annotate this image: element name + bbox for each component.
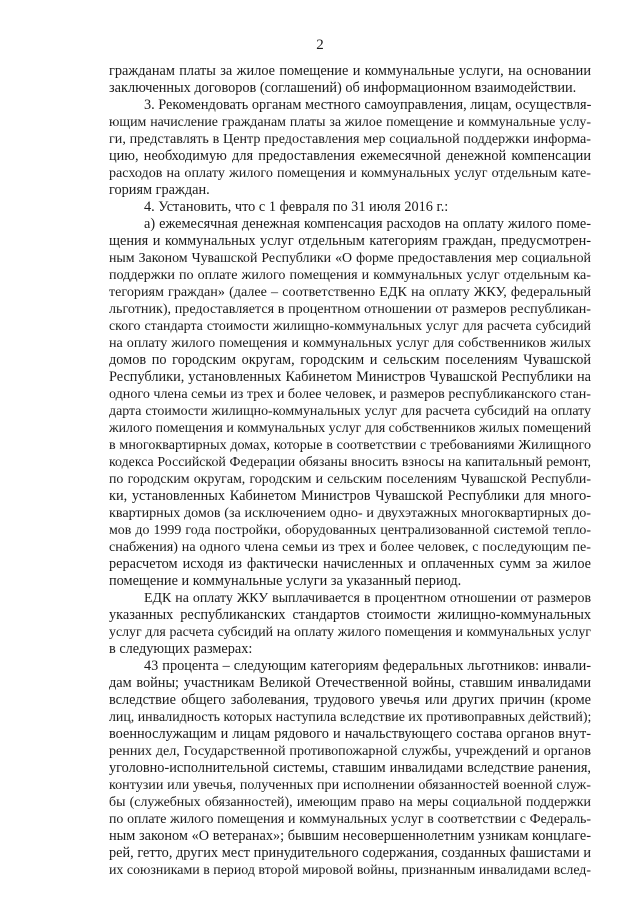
- text-line: контузии или увечья, полученных при исполнении обязанностей военной служ-: [109, 777, 591, 793]
- text-line: ЕДК на оплату ЖКУ выплачивается в процентном отношении от размеров: [144, 591, 591, 606]
- text-line: заключенных договоров (соглашений) об информационном взаимодействии.: [109, 80, 577, 96]
- text-line: ным законом «О ветеранах»; бывшим несовершеннолетним узникам концлаге-: [109, 828, 591, 844]
- text-line: на оплату жилого помещения и коммунальных услуг для собственников жилых: [109, 335, 591, 351]
- text-line: ющим начисление гражданам платы за жилое помещение и коммунальные услу-: [109, 115, 591, 130]
- text-line: военнослужащим и лицам рядового и начальствующего состава органов внут-: [109, 726, 591, 742]
- text-line: бы (служебных обязанностей), имеющим право на меры социальной поддержки: [109, 795, 591, 810]
- text-line: указанных республиканских стандартов стоимости жилищно-коммунальных: [109, 607, 591, 623]
- text-line: жилого помещения и коммунальных услуг для собственников жилых помещений: [109, 421, 591, 436]
- text-line: поддержки по оплате жилого помещения и коммунальных услуг отдельным ка-: [109, 267, 591, 283]
- text-line: услуг для расчета субсидий на оплату жилого помещения и коммунальных услуг: [109, 625, 591, 640]
- text-line: 3. Рекомендовать органам местного самоуправления, лицам, осуществля-: [144, 97, 591, 113]
- text-line: в многоквартирных домах, которые в соответствии с требованиями Жилищного: [109, 437, 591, 453]
- text-line: ным Законом Чувашской Республики «О форме предоставления мер социальной: [109, 251, 591, 266]
- text-line: Республики, установленных Кабинетом Министров Чувашской Республики на: [109, 369, 591, 385]
- text-line: расходов на оплату жилого помещения и коммунальных услуг отдельным кате-: [109, 165, 591, 181]
- text-line: в следующих размерах:: [109, 641, 253, 657]
- text-line: дарта стоимости жилищно-коммунальных услуг для расчета субсидий на оплату: [109, 404, 591, 419]
- text-line: рей, гетто, других мест принудительного содержания, созданных фашистами и: [109, 845, 591, 861]
- text-line: дам войны; участникам Великой Отечественной войны, ставшим инвалидами: [109, 675, 591, 691]
- text-line: цию, необходимую для предоставления ежемесячной денежной компенсации: [109, 148, 591, 164]
- text-line: рерасчетом исходя из фактически начисленных и оплаченных сумм за жилое: [109, 556, 591, 572]
- text-line: одного члена семьи из трех и более человек, и размеров республиканского стан-: [109, 386, 591, 402]
- document-body: [109, 63, 591, 879]
- text-line: ского стандарта стоимости жилищно-коммунальных услуг для расчета субсидий: [109, 319, 591, 334]
- text-line: тегориям граждан» (далее – соответственно ЕДК на оплату ЖКУ, федеральный: [109, 284, 591, 300]
- text-line: по городским округам, городским и сельским поселениям Чувашской Республи-: [109, 472, 591, 487]
- text-line: 43 процента – следующим категориям федеральных льготников: инвали-: [144, 658, 591, 674]
- text-line: лиц, инвалидность которых наступила вследствие их противоправных действий);: [109, 710, 591, 725]
- text-line: уголовно-исполнительной системы, ставшим инвалидами вследствие ранения,: [109, 760, 591, 776]
- text-line: ренних дел, Государственной противопожарной службы, учреждений и органов: [109, 743, 591, 759]
- text-line: по оплате жилого помещения и коммунальных услуг в соответствии с Федераль-: [109, 812, 591, 827]
- page-number: 2: [316, 37, 324, 53]
- text-line: домов по городским округам, городским и сельским поселениям Чувашской: [109, 352, 591, 368]
- text-line: 4. Установить, что с 1 февраля по 31 июля 2016 г.:: [144, 199, 449, 215]
- text-line: мов до 1999 года постройки, оборудованных централизованной системой тепло-: [109, 523, 591, 538]
- text-line: гражданам платы за жилое помещение и коммунальные услуги, на основании: [109, 63, 591, 79]
- text-line: их союзниками в период второй мировой войны, признанным инвалидами вслед-: [109, 863, 591, 878]
- text-line: снабжения) на одного члена семьи из трех и более человек, с последующим пе-: [109, 539, 591, 555]
- text-line: ки, установленных Кабинетом Министров Чувашской Республики для много-: [109, 488, 591, 504]
- text-line: квартирных домов (за исключением одно- и двухэтажных многоквартирных до-: [109, 505, 591, 521]
- text-line: гориям граждан.: [109, 182, 210, 198]
- text-line: ги, представлять в Центр предоставления мер социальной поддержки информа-: [109, 131, 591, 147]
- text-line: щения и коммунальных услуг отдельным категориям граждан, предусмотрен-: [109, 233, 591, 249]
- text-line: вследствие общего заболевания, трудового увечья или других причин (кроме: [109, 692, 591, 708]
- text-line: льготник), предоставляется в процентном отношении от размеров республикан-: [109, 301, 591, 317]
- text-line: а) ежемесячная денежная компенсация расходов на оплату жилого поме-: [144, 216, 591, 232]
- text-line: кодекса Российской Федерации обязаны вносить взносы на капитальный ремонт,: [109, 455, 591, 470]
- text-line: помещение и коммунальные услуги за указанный период.: [109, 573, 462, 589]
